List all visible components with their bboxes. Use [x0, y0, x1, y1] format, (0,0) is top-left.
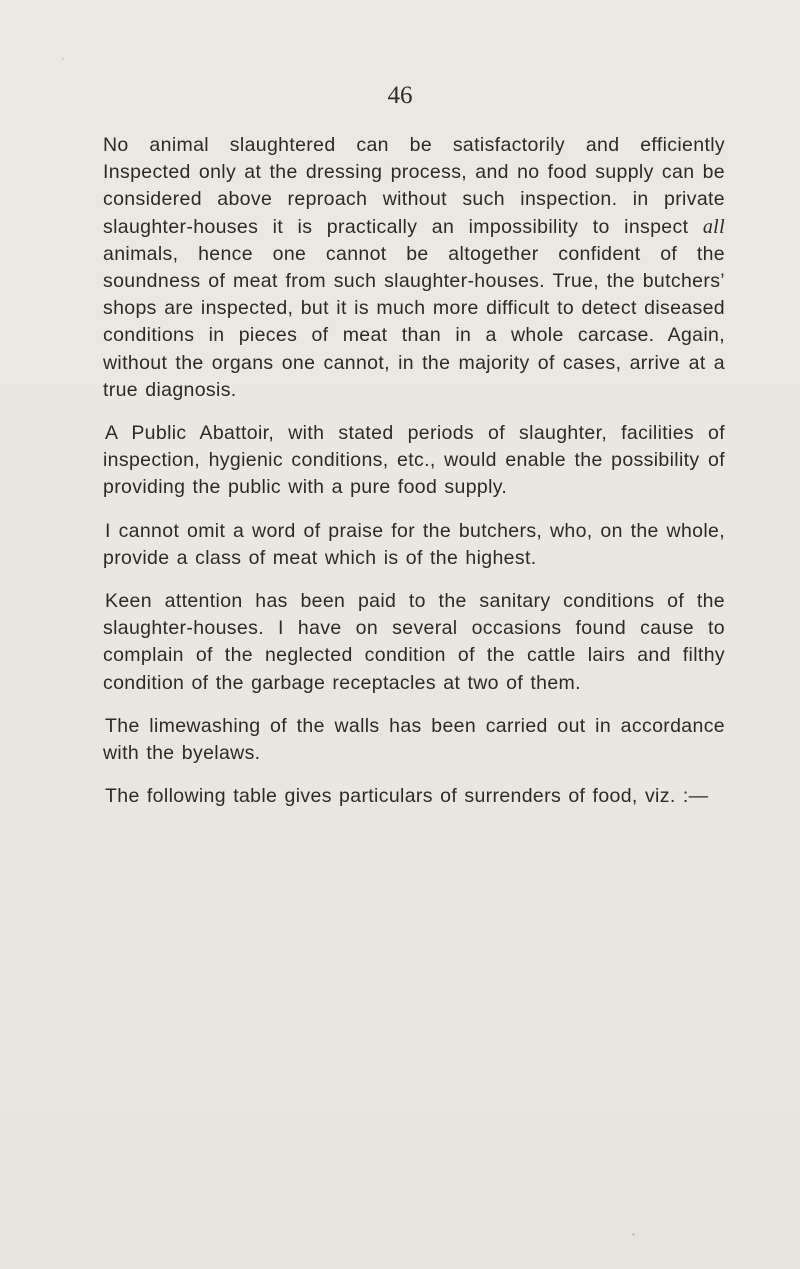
page-number: 46	[387, 82, 413, 109]
paper-speck	[62, 58, 64, 60]
paragraph-inspection	[103, 132, 725, 404]
paragraph-sanitary-conditions: Keen attention has been paid to the sanitary conditions of the slaughter-houses. I have on several occasions found cause to complain of the neglected condition of the cattle lairs and filthy condition of the garbage receptacles at two of them.	[103, 590, 725, 694]
paragraph-limewashing: The limewashing of the walls has been carried out in accordance with the byelaws.	[103, 714, 725, 765]
paragraph-public-abattoir: A Public Abattoir, with stated periods of slaughter, facilities of inspection, hygienic conditions, etc., would enable the possibility of providing the public with a pure food supply.	[103, 422, 725, 499]
paragraph-text: animals, hence one cannot be altogether confident of the soundness of meat from such slaughter-houses. True, the butchers’ shops are inspected, but it is much more difficult to detect diseased conditions in pieces of meat than in a whole carcase. Again, without the organs one cannot, in the majority of cases, arrive at a true diagnosis.	[103, 242, 725, 401]
paper-speck	[632, 1233, 635, 1236]
paragraph-butchers-praise: I cannot omit a word of praise for the butchers, who, on the whole, provide a class of meat which is of the highest.	[103, 519, 725, 569]
paragraph-text: No animal slaughtered can be satisfactorily and efficiently Inspected only at the dressing process, and no food supply can be considered above reproach without such inspection. in private slaughter-houses it is practically an impossibility to inspect	[103, 134, 725, 238]
body-text	[103, 132, 725, 826]
emphasis-all: all	[702, 215, 725, 238]
paragraph-table-intro: The following table gives particulars of surrenders of food, viz. :—	[105, 785, 709, 808]
